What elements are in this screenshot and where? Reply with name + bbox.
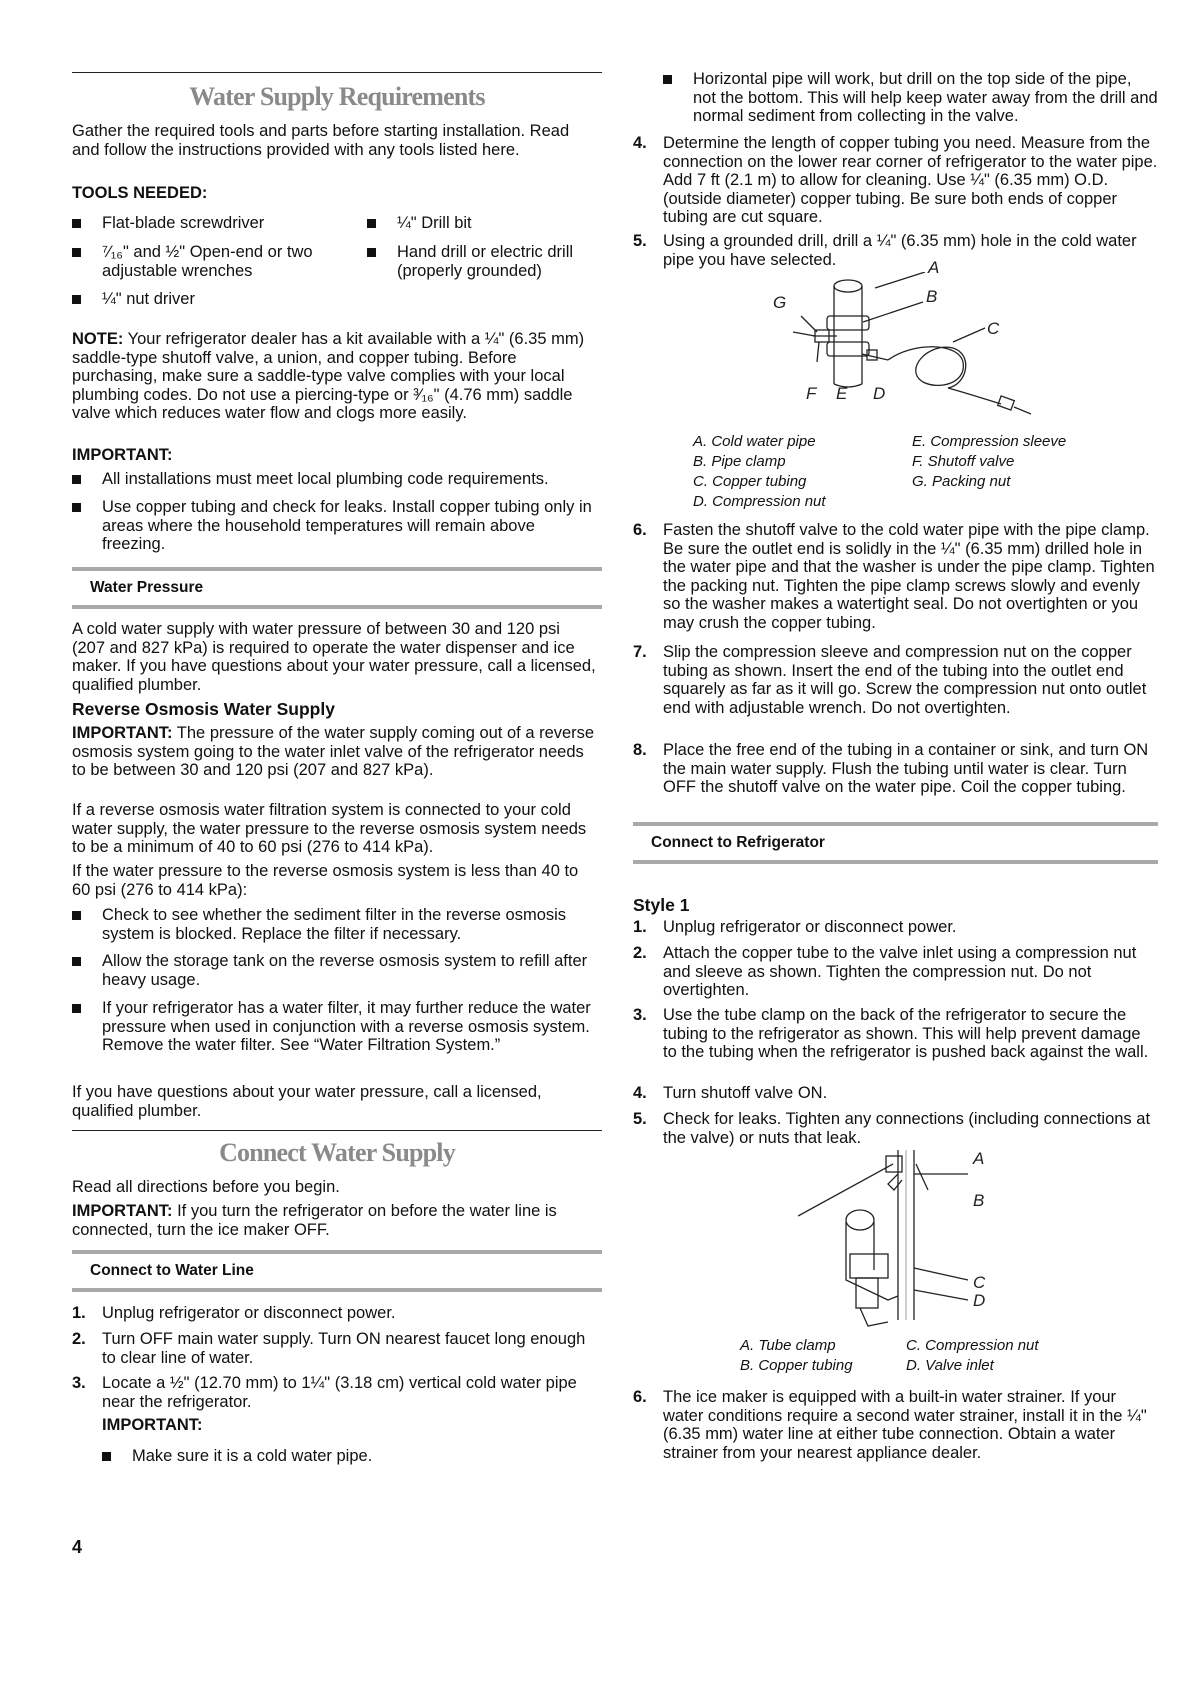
step-item: 4. Determine the length of copper tubing you need. Measure from the connection on the lower rear corner of refrigerator to the water pipe. Add 7 ft (2.1 m) to allow for cleaning. Use ¼" (6.35 mm) O.D. (outside diameter) copper tubing. Be sure both ends of copper tubing are cut square. xyxy=(633,134,1158,226)
step-item: 5. Check for leaks. Tighten any connections (including connections at the valve) or nuts that leak. xyxy=(633,1110,1151,1147)
tools-heading: TOOLS NEEDED: xyxy=(72,184,208,202)
step-item: 4. Turn shutoff valve ON. xyxy=(633,1084,828,1102)
figure-letter: D xyxy=(873,384,886,403)
section-title-connect-water-supply: Connect Water Supply xyxy=(219,1138,455,1167)
ro-item: Allow the storage tank on the reverse osmosis system to refill after heavy usage. xyxy=(72,952,597,989)
tube-clamp xyxy=(886,1156,902,1172)
step-item: 2. Attach the copper tube to the valve inlet using a compression nut and sleeve as shown. Tighten the compression nut. Do not overtighten. xyxy=(633,944,1137,999)
figure-letter: G xyxy=(773,293,787,312)
bullet-icon xyxy=(367,248,376,257)
pipe-bullet: Horizontal pipe will work, but drill on the top side of the pipe, not the bottom. This will help keep water away from the drill and normal sediment from collecting in the valve. xyxy=(663,70,1158,126)
subsection-bar-connect-water-line: Connect to Water Line xyxy=(72,1250,602,1292)
sub-important-heading: IMPORTANT: xyxy=(102,1416,203,1434)
bullet-icon xyxy=(72,219,81,228)
figure-letter: C xyxy=(973,1273,986,1292)
step-item: 3. Locate a ½" (12.70 mm) to 1¼" (3.18 cm) vertical cold water pipe near the refrigerator. xyxy=(72,1374,577,1411)
connect-intro: Read all directions before you begin. xyxy=(72,1178,340,1196)
figure-caption: B. Pipe clamp xyxy=(693,453,786,470)
figure-caption: B. Copper tubing xyxy=(740,1357,853,1374)
closing-paragraph: If you have questions about your water pressure, call a licensed, qualified plumber. xyxy=(72,1083,542,1120)
figure-letter: B xyxy=(926,287,938,306)
note-paragraph: NOTE: Your refrigerator dealer has a kit available with a ¼" (6.35 mm) saddle-type shutoff valve, a union, and copper tubing. Before purchasing, make sure a saddle-type valve complies with your local plumbing codes. Do not use a piercing-type or ³⁄₁₆" (4.76 mm) saddle valve which reduces water flow and clogs more easily. xyxy=(72,330,585,422)
bullet-icon xyxy=(367,219,376,228)
figure-letter: D xyxy=(973,1291,986,1310)
important-item: Use copper tubing and check for leaks. Install copper tubing only in areas where the household temperatures will remain above freezing. xyxy=(72,498,597,554)
figure-caption: C. Copper tubing xyxy=(693,473,807,490)
bullet-icon xyxy=(72,248,81,257)
page-number: 4 xyxy=(72,1537,83,1557)
sub-important-item: Make sure it is a cold water pipe. xyxy=(102,1447,597,1466)
tool-item: ¼" Drill bit xyxy=(367,214,597,233)
connect-important: IMPORTANT: If you turn the refrigerator on before the water line is connected, turn the ice maker OFF. xyxy=(72,1202,557,1239)
step-item: 8. Place the free end of the tubing in a container or sink, and turn ON the main water supply. Flush the tubing until water is clear. Turn OFF the shutoff valve on the water pipe. Coil the copper tubing. xyxy=(633,741,1149,796)
step-item: 7. Slip the compression sleeve and compression nut on the copper tubing as shown. Insert the end of the tubing into the outlet end squarely as far as it will go. Screw the compression nut onto outlet end with adjustable wrench. Do not overtighten. xyxy=(633,643,1147,717)
figure-caption: A. Cold water pipe xyxy=(693,433,816,450)
shutoff-valve-diagram xyxy=(753,272,1083,432)
bullet-icon xyxy=(72,503,81,512)
section-rule xyxy=(72,72,602,73)
step-item: 6. Fasten the shutoff valve to the cold water pipe with the pipe clamp. Be sure the outlet end is solidly in the ¼" (6.35 mm) drilled hole in the water pipe and that the washer is under the pipe clamp. Tighten the packing nut. Tighten the pipe clamp screws slowly and evenly so the washer makes a watertight seal. Do not overtighten or you may crush the copper tubing. xyxy=(633,521,1155,632)
figure-caption: D. Valve inlet xyxy=(906,1357,994,1374)
tool-item: Hand drill or electric drill (properly grounded) xyxy=(367,243,597,280)
ro-heading: Reverse Osmosis Water Supply xyxy=(72,699,335,719)
bullet-icon xyxy=(72,475,81,484)
bullet-icon xyxy=(72,911,81,920)
important-item: All installations must meet local plumbing code requirements. xyxy=(72,470,597,489)
tool-item: Flat-blade screwdriver xyxy=(72,214,352,233)
figure-caption: G. Packing nut xyxy=(912,473,1011,490)
bullet-icon xyxy=(72,1004,81,1013)
section-rule xyxy=(72,1130,602,1131)
tool-item: ¼" nut driver xyxy=(72,290,352,309)
figure-caption: E. Compression sleeve xyxy=(912,433,1067,450)
section-title-water-supply-requirements: Water Supply Requirements xyxy=(189,82,485,111)
step-item: 5. Using a grounded drill, drill a ¼" (6.35 mm) hole in the cold water pipe you have selected. xyxy=(633,232,1137,269)
important-heading: IMPORTANT: xyxy=(72,446,173,464)
intro-paragraph: Gather the required tools and parts before starting installation. Read and follow the instructions provided with any tools listed here. xyxy=(72,122,570,159)
subsection-bar-water-pressure: Water Pressure xyxy=(72,567,602,609)
figure-letter: B xyxy=(973,1191,985,1210)
style-heading: Style 1 xyxy=(633,895,690,915)
subsection-bar-connect-refrigerator: Connect to Refrigerator xyxy=(633,822,1158,864)
step-item: 6. The ice maker is equipped with a built-in water strainer. If your water conditions require a second water strainer, install it in the ¼" (6.35 mm) water line at either tube connection. Obtain a water strainer from your nearest appliance dealer. xyxy=(633,1388,1147,1462)
bullet-icon xyxy=(72,295,81,304)
ro-paragraph: If the water pressure to the reverse osmosis system is less than 40 to 60 psi (276 to 414 kPa): xyxy=(72,862,579,899)
step-item: 1. Unplug refrigerator or disconnect power. xyxy=(633,918,957,936)
step-item: 1. Unplug refrigerator or disconnect power. xyxy=(72,1304,396,1322)
figure-letter: C xyxy=(987,319,1000,338)
step-item: 3. Use the tube clamp on the back of the refrigerator to secure the tubing to the refrigerator as shown. This will help prevent damage to the tubing when the refrigerator is pushed back against the wall. xyxy=(633,1006,1149,1061)
figure-caption: C. Compression nut xyxy=(906,1337,1039,1354)
ro-important-paragraph: IMPORTANT: The pressure of the water supply coming out of a reverse osmosis system going to the water inlet valve of the refrigerator needs to be between 30 and 120 psi (207 and 827 kPa). xyxy=(72,724,595,779)
figure-letter: A xyxy=(973,1149,985,1168)
bullet-icon xyxy=(72,957,81,966)
ro-item: If your refrigerator has a water filter, it may further reduce the water pressure when used in conjunction with a reverse osmosis system. Remove the water filter. See “Water Filtration System.” xyxy=(72,999,597,1055)
pipe-clamp-top xyxy=(827,316,869,330)
figure-letter: A xyxy=(928,258,940,277)
figure-caption: D. Compression nut xyxy=(693,493,826,510)
step-item: 2. Turn OFF main water supply. Turn ON nearest faucet long enough to clear line of water. xyxy=(72,1330,586,1367)
figure-letter: F xyxy=(806,384,817,403)
pipe-top xyxy=(834,280,862,292)
pressure-paragraph: A cold water supply with water pressure of between 30 and 120 psi (207 and 827 kPa) is required to operate the water dispenser and ice maker. If you have questions about your water pressure, call a licensed, qualified plumber. xyxy=(72,620,596,694)
ro-paragraph: If a reverse osmosis water filtration system is connected to your cold water supply, the water pressure to the reverse osmosis system needs to be a minimum of 40 to 60 psi (276 to 414 kPa). xyxy=(72,801,587,856)
figure-caption: F. Shutoff valve xyxy=(912,453,1015,470)
figure-caption: A. Tube clamp xyxy=(740,1337,836,1354)
figure-letter: E xyxy=(836,384,848,403)
tool-item: ⁷⁄₁₆" and ½" Open-end or two adjustable wrenches xyxy=(72,243,352,280)
ro-item: Check to see whether the sediment filter in the reverse osmosis system is blocked. Replace the filter if necessary. xyxy=(72,906,597,943)
bullet-icon xyxy=(102,1452,111,1461)
bullet-icon xyxy=(663,75,672,84)
